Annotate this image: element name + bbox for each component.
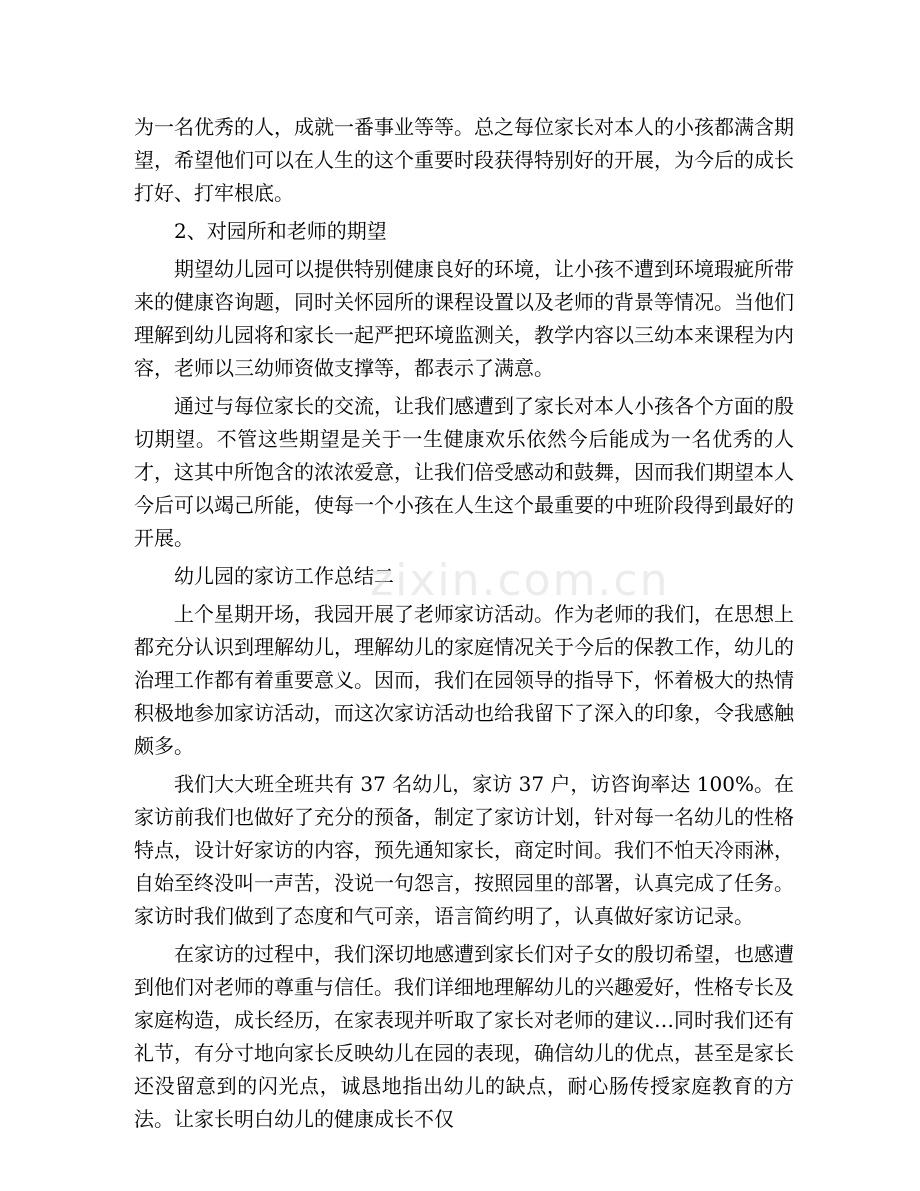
paragraph: 我们大大班全班共有 37 名幼儿，家访 37 户，访咨询率达 100%。在家访前我们也做好了充分的预备，制定了家访计划，针对每一名幼儿的性格特点，设计好家访的内容，预先通知家长，商定时间。我们不怕天冷雨淋，自始至终没叫一声苦，没说一句怨言，按照园里的部署，认真完成了任务。家访时我们做到了态度和气可亲，语言简约明了，认真做好家访记录。 (134, 772, 794, 928)
document-body (134, 111, 794, 1141)
paragraph: 上个星期开场，我园开展了老师家访活动。作为老师的我们，在思想上都充分认识到理解幼儿，理解幼儿的家庭情况关于今后的保教工作，幼儿的治理工作都有着重要意义。因而，我们在园领导的指导下，怀着极大的热情积极地参加家访活动，而这次家访活动也给我留下了深入的印象，令我感触颇多。 (134, 602, 794, 758)
paragraph: 期望幼儿园可以提供特别健康良好的环境，让小孩不遭到环境瑕疵所带来的健康咨询题，同时关怀园所的课程设置以及老师的背景等情况。当他们理解到幼儿园将和家长一起严把环境监测关，教学内容以三幼本来课程为内容，老师以三幼师资做支撑等，都表示了满意。 (134, 257, 794, 380)
watermark: zixin.com.cn (370, 555, 670, 606)
paragraph-continuation: 为一名优秀的人，成就一番事业等等。总之每位家长对本人的小孩都满含期望，希望他们可以在人生的这个重要时段获得特别好的开展，为今后的成长打好、打牢根底。 (134, 115, 794, 205)
paragraph: 通过与每位家长的交流，让我们感遭到了家长对本人小孩各个方面的殷切期望。不管这些期望是关于一生健康欢乐依然今后能成为一名优秀的人才，这其中所饱含的浓浓爱意，让我们倍受感动和鼓舞，因而我们期望本人今后可以竭己所能，使每一个小孩在人生这个最重要的中班阶段得到最好的开展。 (134, 394, 794, 550)
section-title-summary-two: 幼儿园的家访工作总结二 (174, 564, 394, 588)
section-heading-expectations: 2、对园所和老师的期望 (174, 219, 387, 243)
paragraph: 在家访的过程中，我们深切地感遭到家长们对子女的殷切希望，也感遭到他们对老师的尊重与信任。我们详细地理解幼儿的兴趣爱好，性格专长及家庭构造，成长经历，在家表现并听取了家长对老师的建议…同时我们还有礼节，有分寸地向家长反映幼儿在园的表现，确信幼儿的优点，甚至是家长还没留意到的闪光点，诚恳地指出幼儿的缺点，耐心肠传授家庭教育的方法。让家长明白幼儿的健康成长不仅 (134, 942, 794, 1131)
